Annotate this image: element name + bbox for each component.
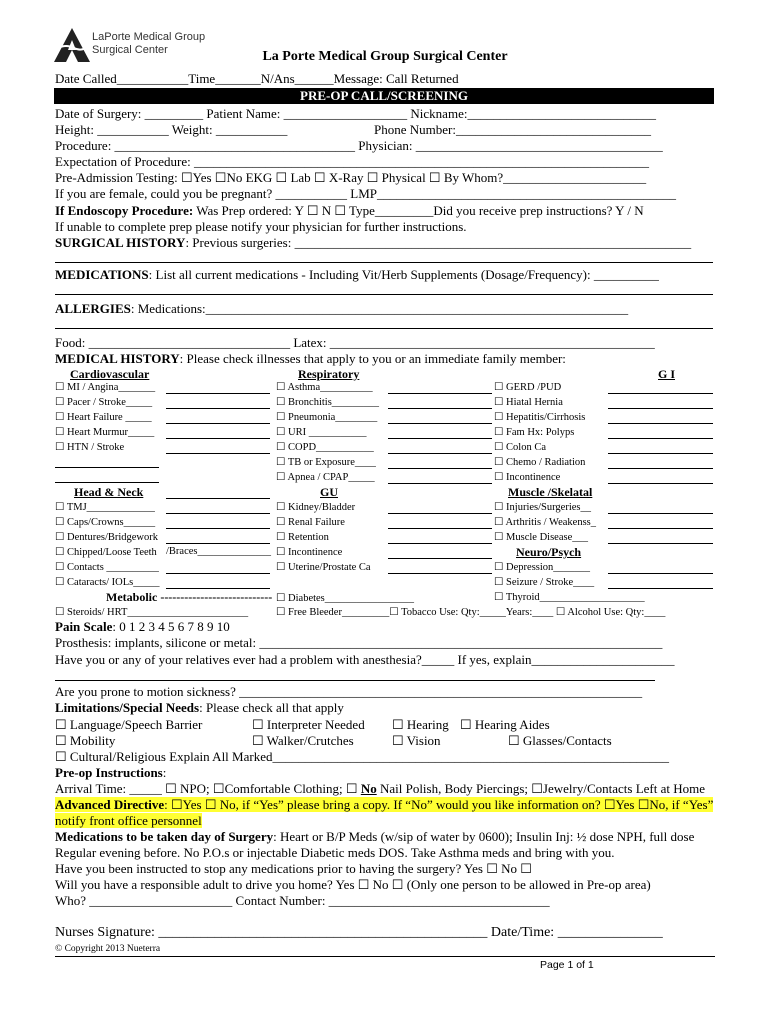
muscle-item[interactable]: ☐ Injuries/Surgeries__	[494, 502, 591, 513]
muscle-item[interactable]: ☐ Arthritis / Weakenss_	[494, 517, 596, 528]
gi-item[interactable]: ☐ Incontinence	[494, 472, 561, 483]
logo-line2: Surgical Center	[92, 44, 168, 56]
medications-text: : List all current medications - Including Vit/Herb Supplements (Dosage/Frequency): __________	[148, 267, 659, 282]
nurse-signature-line[interactable]: Nurses Signature: _______________________________________________ Date/Time: _______________	[55, 925, 663, 940]
lim-interpreter[interactable]: ☐ Interpreter Needed	[252, 717, 365, 732]
limitations-text: : Please check all that apply	[199, 700, 344, 715]
gi-blank[interactable]	[608, 423, 713, 424]
footer-rule	[55, 956, 715, 957]
lim-hearing-aides[interactable]: ☐ Hearing Aides	[460, 717, 550, 732]
allergies-label: ALLERGIES	[55, 301, 131, 316]
diabetes-item[interactable]: ☐ Diabetes_________________	[276, 593, 415, 604]
head-neck-item[interactable]: ☐ TMJ_____________	[55, 502, 155, 513]
height-weight-line[interactable]: Height: ___________ Weight: ___________	[55, 122, 288, 137]
preop-colon: :	[162, 765, 167, 780]
gu-blank[interactable]	[388, 573, 492, 574]
muscle-skeletal-header: Muscle /Skelatal	[508, 485, 593, 499]
lim-walker[interactable]: ☐ Walker/Crutches	[252, 733, 354, 748]
respiratory-blank[interactable]	[388, 483, 492, 484]
pain-scale-line[interactable]	[55, 619, 230, 634]
page-title: La Porte Medical Group Surgical Center	[262, 49, 508, 64]
metabolic-header: Metabolic ----------------------------	[106, 590, 273, 604]
cardiovascular-blank[interactable]	[166, 453, 270, 454]
head-neck-item[interactable]: ☐ Caps/Crowns______	[55, 517, 156, 528]
surgical-history-line[interactable]	[55, 235, 691, 250]
respiratory-blank[interactable]	[388, 468, 492, 469]
gi-item[interactable]: ☐ Colon Ca	[494, 442, 546, 453]
preadmission-line[interactable]: Pre-Admission Testing: ☐Yes ☐No EKG ☐ Lab ☐ X-Ray ☐ Physical ☐ By Whom?______________________	[55, 170, 647, 185]
gi-blank[interactable]	[608, 438, 713, 439]
gi-blank[interactable]	[608, 468, 713, 469]
motion-sickness-line[interactable]: Are you prone to motion sickness? ______________________________________________________________	[55, 684, 643, 699]
muscle-item[interactable]: ☐ Muscle Disease___	[494, 532, 588, 543]
head-neck-blank[interactable]	[166, 573, 270, 574]
head-neck-header: Head & Neck	[74, 485, 144, 499]
advanced-directive-line2: notify front office personnel	[55, 813, 202, 828]
cardiovascular-blank[interactable]	[166, 393, 270, 394]
gi-item[interactable]: ☐ Hiatal Hernia	[494, 397, 563, 408]
cardiovascular-item[interactable]: ☐ MI / Angina_______	[55, 382, 156, 393]
copyright: © Copyright 2013 Nueterra	[55, 944, 161, 954]
cardio-extra-blank-1[interactable]	[55, 467, 159, 468]
lim-vision[interactable]: ☐ Vision	[392, 733, 441, 748]
preop-instructions-label: Pre-op Instructions	[55, 765, 163, 780]
respiratory-blank[interactable]	[388, 408, 492, 409]
preop-instructions-line	[55, 765, 166, 780]
braces-label[interactable]: /Braces______________	[166, 546, 271, 557]
head-neck-item[interactable]: ☐ Dentures/Bridgework	[55, 532, 159, 543]
anesthesia-line[interactable]: Have you or any of your relatives ever had a problem with anesthesia?_____ If yes, explain______________________	[55, 652, 675, 667]
arrival-no: No	[360, 781, 377, 796]
cardiovascular-item[interactable]: ☐ Heart Failure _____	[55, 412, 152, 423]
female-line[interactable]: If you are female, could you be pregnant? ___________ LMP______________________________________________	[55, 186, 677, 201]
gi-item[interactable]: ☐ Hepatitis/Cirrhosis	[494, 412, 586, 423]
medical-history-text: : Please check illnesses that apply to you or an immediate family member:	[179, 351, 566, 366]
gi-blank[interactable]	[608, 453, 713, 454]
gu-header: GU	[320, 485, 338, 499]
muscle-blank[interactable]	[608, 543, 713, 544]
neuro-item[interactable]: ☐ Thyroid____________________	[494, 592, 645, 603]
cardiovascular-header: Cardiovascular	[70, 367, 150, 381]
cardiovascular-blank[interactable]	[166, 408, 270, 409]
phone-line[interactable]: Phone Number:______________________________	[374, 122, 651, 137]
lim-mobility[interactable]: ☐ Mobility	[55, 733, 116, 748]
day-of-surgery-meds-text: : Heart or B/P Meds (w/sip of water by 0600); Insulin Inj: ½ dose NPH, full dose	[273, 829, 695, 844]
head-neck-blank[interactable]	[166, 528, 270, 529]
section-bar: PRE-OP CALL/SCREENING	[54, 88, 714, 104]
cardiovascular-item[interactable]: ☐ HTN / Stroke	[55, 442, 125, 453]
head-neck-blank[interactable]	[166, 513, 270, 514]
steroids-item[interactable]: ☐ Steroids/ HRT_______________________	[55, 607, 249, 618]
bleeder-tobacco-alcohol-line[interactable]: ☐ Free Bleeder_________☐ Tobacco Use: Qty:_____Years:____ ☐ Alcohol Use: Qty:____	[276, 607, 666, 618]
respiratory-item[interactable]: ☐ Bronchitis_________	[276, 397, 380, 408]
drive-home-line[interactable]: Will you have a responsible adult to drive you home? Yes ☐ No ☐ (Only one person to be allowed in Pre-op area)	[55, 877, 651, 892]
cardiovascular-blank[interactable]	[166, 423, 270, 424]
gu-item[interactable]: ☐ Kidney/Bladder	[276, 502, 356, 513]
respiratory-item[interactable]: ☐ Apnea / CPAP_____	[276, 472, 375, 483]
limitations-line	[55, 700, 344, 715]
arrival-text-a: Arrival Time: _____ ☐ NPO; ☐Comfortable Clothing; ☐	[55, 781, 361, 796]
allergies-text: : Medications:_________________________________________________________________	[130, 301, 629, 316]
gi-blank[interactable]	[608, 408, 713, 409]
head-neck-item[interactable]: ☐ Chipped/Loose Teeth	[55, 547, 157, 558]
arrival-text-b: Nail Polish, Body Piercings; ☐Jewelry/Contacts Left at Home	[376, 781, 706, 796]
gu-blank[interactable]	[388, 528, 492, 529]
neuro-item[interactable]: ☐ Seizure / Stroke____	[494, 577, 595, 588]
allergies-blank[interactable]	[55, 328, 713, 329]
surgical-history-blank[interactable]	[55, 262, 713, 263]
respiratory-blank[interactable]	[388, 438, 492, 439]
surgical-history-text: : Previous surgeries: _____________________________________________________________	[185, 235, 692, 250]
neuro-psych-header: Neuro/Psych	[516, 545, 582, 559]
lim-cultural[interactable]: ☐ Cultural/Religious Explain All Marked_____________________________________________________________	[55, 749, 669, 764]
stop-meds-line[interactable]: Have you been instructed to stop any medications prior to having the surgery? Yes ☐ No ☐	[55, 861, 532, 876]
respiratory-item[interactable]: ☐ Pneumonia________	[276, 412, 378, 423]
gi-item[interactable]: ☐ GERD /PUD	[494, 382, 562, 393]
neuro-blank[interactable]	[608, 573, 713, 574]
respiratory-item[interactable]: ☐ URI ___________	[276, 427, 367, 438]
unable-line: If unable to complete prep please notify your physician for further instructions.	[55, 219, 467, 234]
respiratory-blank[interactable]	[388, 393, 492, 394]
gu-blank[interactable]	[388, 513, 492, 514]
medical-history-line	[55, 351, 566, 366]
expectation-line[interactable]: Expectation of Procedure: ______________________________________________________________________	[55, 154, 649, 169]
head-neck-item[interactable]: ☐ Cataracts/ IOLs_____	[55, 577, 160, 588]
head-neck-blank[interactable]	[166, 498, 270, 499]
muscle-blank[interactable]	[608, 528, 713, 529]
who-contact-line[interactable]: Who? ______________________ Contact Number: __________________________________	[55, 893, 550, 908]
medications-label: MEDICATIONS	[55, 267, 149, 282]
surgery-line[interactable]: Date of Surgery: _________ Patient Name: ___________________ Nickname:_____________________________	[55, 106, 656, 121]
gu-item[interactable]: ☐ Incontinence	[276, 547, 343, 558]
gu-item[interactable]: ☐ Retention	[276, 532, 329, 543]
prosthesis-line[interactable]: Prosthesis: implants, silicone or metal: ______________________________________________________________	[55, 635, 663, 650]
medications-blank[interactable]	[55, 294, 713, 295]
cardiovascular-item[interactable]: ☐ Heart Murmur_____	[55, 427, 155, 438]
endoscopy-line[interactable]	[55, 203, 644, 218]
respiratory-item[interactable]: ☐ COPD___________	[276, 442, 374, 453]
advanced-directive-label: Advanced Directive	[55, 797, 165, 812]
food-latex-line[interactable]: Food: _______________________________ Latex: __________________________________________________	[55, 335, 655, 350]
pain-scale-values: : 0 1 2 3 4 5 6 7 8 9 10	[112, 619, 230, 634]
head-neck-blank[interactable]	[166, 543, 270, 544]
endoscopy-text: Was Prep ordered: Y ☐ N ☐ Type_________Did you receive prep instructions? Y / N	[193, 203, 644, 218]
cardiovascular-blank[interactable]	[166, 438, 270, 439]
procedure-line[interactable]: Procedure: _____________________________________ Physician: ______________________________________	[55, 138, 663, 153]
medications-line[interactable]	[55, 267, 659, 282]
respiratory-blank[interactable]	[388, 453, 492, 454]
advanced-directive-text: : ☐Yes ☐ No, if “Yes” please bring a copy. If “No” would you like information on? ☐Yes ☐No, if “Yes”	[164, 797, 714, 812]
gu-item[interactable]: ☐ Uterine/Prostate Ca	[276, 562, 371, 573]
advanced-directive-line[interactable]	[55, 797, 713, 812]
lim-hearing[interactable]: ☐ Hearing	[392, 717, 449, 732]
gu-item[interactable]: ☐ Renal Failure	[276, 517, 345, 528]
day-of-surgery-meds-line2: Regular evening before. No P.O.s or injectable Diabetic meds DOS. Take Asthma meds and bring with you.	[55, 845, 615, 860]
lim-language[interactable]: ☐ Language/Speech Barrier	[55, 717, 203, 732]
call-line: Date Called___________Time_______N/Ans______Message: Call Returned	[55, 71, 459, 86]
respiratory-item[interactable]: ☐ Asthma__________	[276, 382, 373, 393]
neuro-item[interactable]: ☐ Depression_______	[494, 562, 591, 573]
day-of-surgery-meds-label: Medications to be taken day of Surgery	[55, 829, 274, 844]
gu-blank[interactable]	[388, 543, 492, 544]
neuro-blank[interactable]	[388, 558, 492, 559]
day-of-surgery-meds-line	[55, 829, 694, 844]
gi-header: G I	[658, 367, 676, 381]
page-number: Page 1 of 1	[540, 959, 594, 971]
arrival-line[interactable]	[55, 781, 705, 796]
gi-item[interactable]: ☐ Fam Hx: Polyps	[494, 427, 575, 438]
limitations-label: Limitations/Special Needs	[55, 700, 200, 715]
logo-line1: LaPorte Medical Group	[92, 31, 206, 43]
cardio-extra-blank-2[interactable]	[55, 482, 159, 483]
head-neck-item[interactable]: ☐ Contacts __________	[55, 562, 159, 573]
gi-item[interactable]: ☐ Chemo / Radiation	[494, 457, 586, 468]
respiratory-blank[interactable]	[388, 423, 492, 424]
lim-glasses[interactable]: ☐ Glasses/Contacts	[508, 733, 612, 748]
allergies-line[interactable]	[55, 301, 628, 316]
respiratory-header: Respiratory	[298, 367, 360, 381]
head-neck-blank[interactable]	[166, 588, 270, 589]
pain-scale-label: Pain Scale	[55, 619, 113, 634]
cardiovascular-item[interactable]: ☐ Pacer / Stroke_____	[55, 397, 153, 408]
gi-blank[interactable]	[608, 393, 713, 394]
medical-history-label: MEDICAL HISTORY	[55, 351, 180, 366]
anesthesia-blank[interactable]	[55, 680, 655, 681]
muscle-blank[interactable]	[608, 513, 713, 514]
endoscopy-label: If Endoscopy Procedure:	[55, 203, 194, 218]
respiratory-item[interactable]: ☐ TB or Exposure____	[276, 457, 376, 468]
neuro-blank[interactable]	[608, 588, 713, 589]
gi-blank[interactable]	[608, 483, 713, 484]
surgical-history-label: SURGICAL HISTORY	[55, 235, 186, 250]
